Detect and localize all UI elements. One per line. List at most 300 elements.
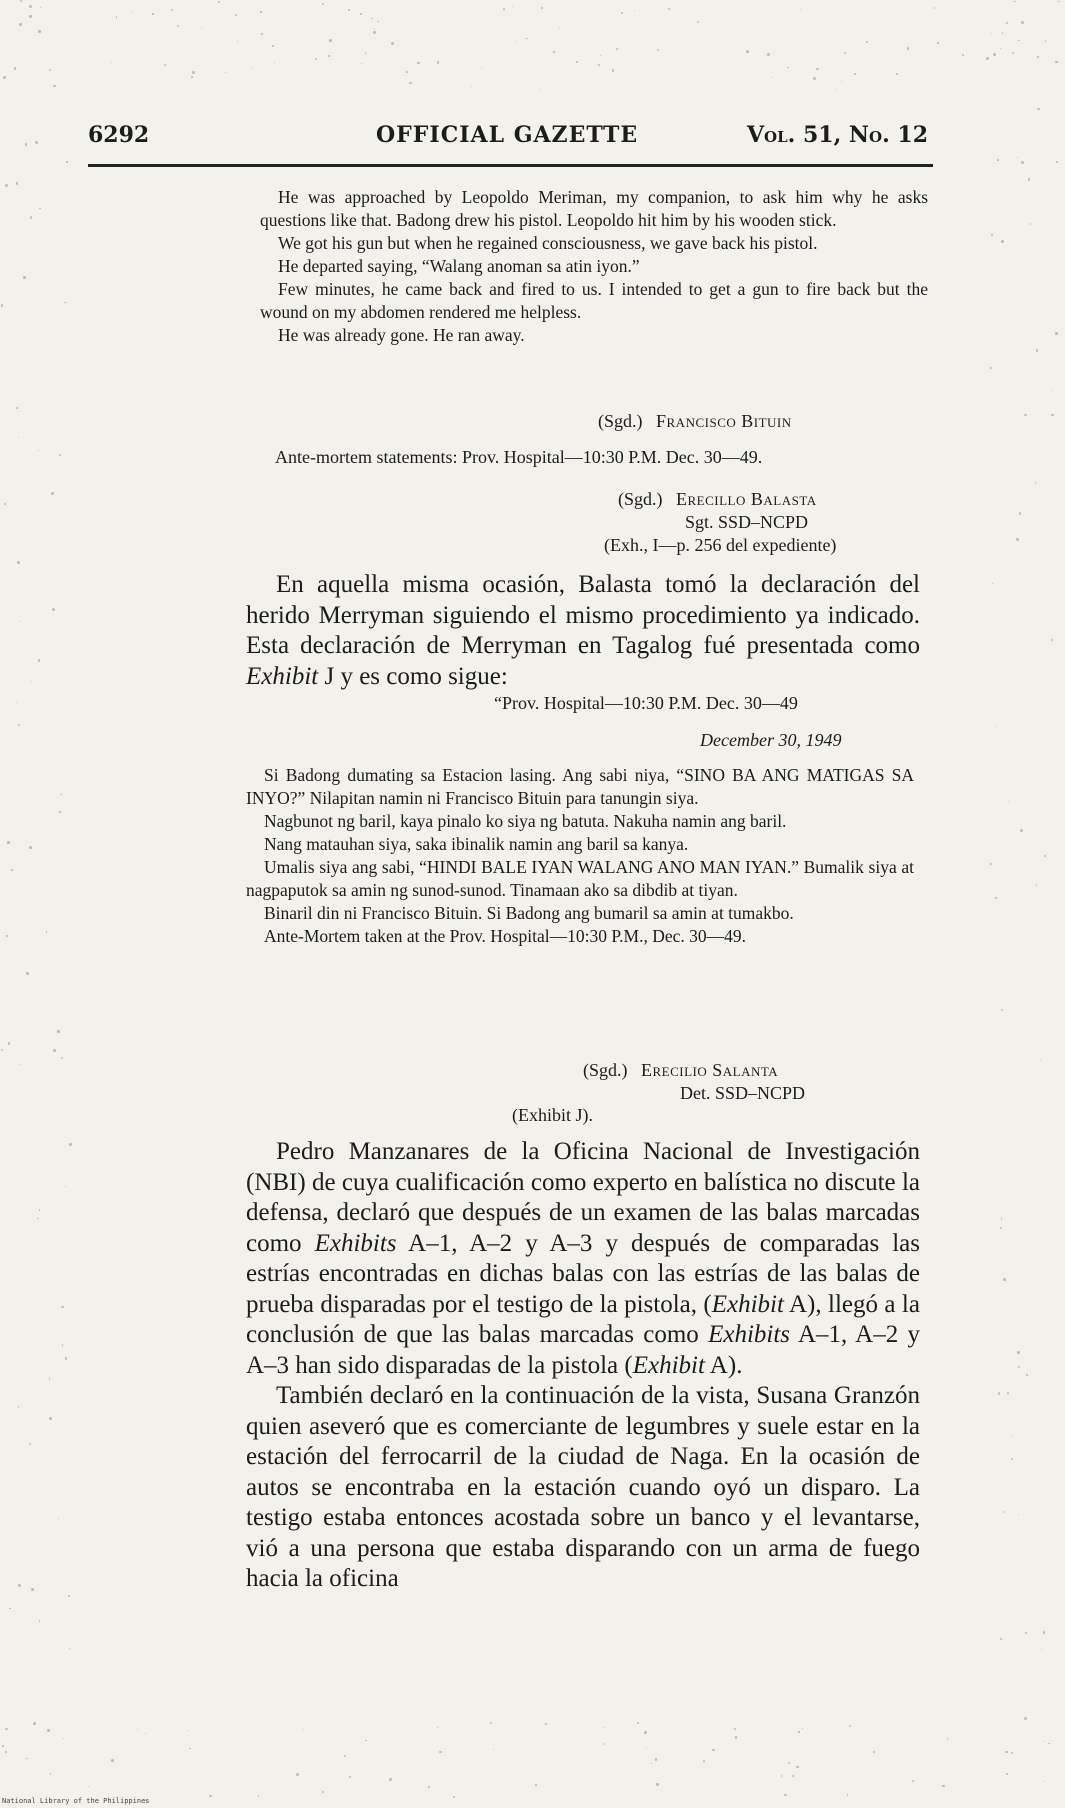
scan-speck xyxy=(1043,1741,1044,1742)
scan-speck xyxy=(5,1751,7,1753)
scan-speck xyxy=(33,1722,36,1725)
scan-speck xyxy=(600,55,601,56)
scan-speck xyxy=(986,57,989,60)
place-time-line xyxy=(494,692,798,715)
scan-speck xyxy=(1003,1278,1006,1281)
scan-speck xyxy=(637,1722,639,1724)
scan-speck xyxy=(841,81,843,83)
scan-speck xyxy=(1021,161,1024,164)
scan-speck xyxy=(61,1057,63,1059)
scan-speck xyxy=(1026,1374,1028,1376)
sig-title-text: Det. SSD–NCPD xyxy=(680,1083,806,1103)
scan-speck xyxy=(866,41,868,43)
scan-speck xyxy=(131,11,132,12)
scan-speck xyxy=(137,1729,138,1730)
scan-speck xyxy=(844,52,846,54)
scan-speck xyxy=(18,724,20,726)
sig-label: (Sgd.) xyxy=(598,411,643,431)
sig-name: Francisco Bituin xyxy=(656,411,792,431)
scan-speck xyxy=(1016,538,1019,541)
scan-speck xyxy=(787,67,788,68)
scan-speck xyxy=(1056,161,1058,163)
scan-speck xyxy=(992,583,994,585)
scan-speck xyxy=(371,18,373,20)
scan-speck xyxy=(516,41,517,42)
scan-speck xyxy=(540,89,541,90)
scan-speck xyxy=(437,61,439,63)
scan-speck xyxy=(1055,61,1058,64)
scan-speck xyxy=(816,68,818,70)
scan-speck xyxy=(26,1758,28,1760)
page-header xyxy=(88,122,928,156)
scan-speck xyxy=(1002,32,1004,34)
text: J y es como sigue: xyxy=(318,662,508,690)
text: A–1, A–2 y A–3 y después de comparadas las estrías encontradas en dichas balas con las estrías de las balas de prueba disparadas por el testigo de la pistola, ( xyxy=(246,1229,920,1318)
scan-speck xyxy=(258,1795,259,1796)
scan-speck xyxy=(361,63,362,64)
exhibit-label-text: (Exhibit J). xyxy=(512,1105,593,1125)
scan-speck xyxy=(31,681,32,682)
scan-speck xyxy=(65,1186,66,1187)
scan-speck xyxy=(947,1738,948,1739)
officer-title-text: Sgt. SSD–NCPD xyxy=(685,512,809,532)
scan-speck xyxy=(9,1608,10,1609)
scan-speck xyxy=(991,33,992,34)
scan-speck xyxy=(1001,1218,1002,1219)
scan-speck xyxy=(937,42,938,43)
scan-speck xyxy=(17,561,20,564)
scan-speck xyxy=(39,1620,40,1621)
scan-speck xyxy=(18,1406,20,1408)
exhibit-label xyxy=(512,1104,593,1127)
scan-speck xyxy=(272,45,274,47)
scan-speck xyxy=(800,9,801,10)
scan-speck xyxy=(1001,1009,1003,1011)
scan-speck xyxy=(1028,178,1031,181)
scan-speck xyxy=(235,14,237,16)
scan-speck xyxy=(781,1775,782,1776)
scan-speck xyxy=(209,1795,212,1798)
scan-speck xyxy=(934,7,935,8)
exhibit-reference xyxy=(604,534,836,557)
scan-speck xyxy=(64,302,65,303)
scan-speck xyxy=(481,68,482,69)
scan-speck xyxy=(1007,1392,1009,1394)
scan-speck xyxy=(177,25,179,27)
scan-speck xyxy=(3,76,6,79)
scan-speck xyxy=(59,454,61,456)
scan-speck xyxy=(349,1776,351,1778)
scan-speck xyxy=(1011,1435,1013,1437)
scan-speck xyxy=(406,71,408,73)
scan-speck xyxy=(657,49,659,51)
scan-speck xyxy=(88,1786,89,1787)
scan-speck xyxy=(990,367,992,369)
scan-speck xyxy=(668,8,670,10)
footer-note: National Library of the Philippines xyxy=(2,1797,150,1805)
scan-speck xyxy=(16,407,18,409)
scan-speck xyxy=(1008,801,1009,802)
scan-speck xyxy=(873,1751,876,1754)
scan-speck xyxy=(7,841,10,844)
scan-speck xyxy=(29,1443,32,1446)
scan-speck xyxy=(29,5,31,7)
scan-speck xyxy=(30,216,33,219)
scan-speck xyxy=(37,1218,38,1219)
scan-speck xyxy=(849,1725,851,1727)
spanish-paragraph-two xyxy=(246,1137,920,1595)
scan-speck xyxy=(1055,332,1058,335)
scan-speck xyxy=(69,1648,70,1649)
scan-speck xyxy=(31,1588,33,1590)
scan-speck xyxy=(19,23,22,26)
scan-speck xyxy=(1011,1458,1014,1461)
scan-speck xyxy=(471,86,472,87)
scan-speck xyxy=(65,1357,68,1360)
scan-speck xyxy=(192,71,195,74)
text: A), llegó a la conclusión de que las balas marcadas como xyxy=(246,1290,920,1348)
scan-speck xyxy=(772,77,773,78)
text: A–1, A–2 y A–3 han sido disparadas de la pistola ( xyxy=(246,1321,920,1379)
scan-speck xyxy=(47,1729,50,1732)
signature-balasta xyxy=(618,488,817,511)
officer-name: Erecillo Balasta xyxy=(676,489,817,509)
scan-speck xyxy=(329,39,332,42)
scan-speck xyxy=(38,30,41,33)
sig-title xyxy=(680,1082,805,1105)
scan-speck xyxy=(60,794,61,795)
scan-speck xyxy=(348,9,350,11)
scan-speck xyxy=(171,9,173,11)
scan-speck xyxy=(201,28,202,29)
scan-speck xyxy=(439,1751,442,1754)
scan-speck xyxy=(621,12,623,14)
text-italic: Exhibit xyxy=(246,662,319,690)
scan-speck xyxy=(802,1728,804,1730)
scan-speck xyxy=(616,48,618,50)
scan-speck xyxy=(1001,240,1004,243)
scan-speck xyxy=(391,42,394,45)
scan-speck xyxy=(1036,884,1037,885)
publication-title: OFFICIAL GAZETTE xyxy=(376,122,639,148)
scan-speck xyxy=(553,51,554,52)
scan-speck xyxy=(1000,1638,1002,1640)
scan-speck xyxy=(1045,40,1046,41)
statement-paragraph: He was already gone. He ran away. xyxy=(278,325,525,345)
scan-speck xyxy=(995,897,996,898)
scan-speck xyxy=(1003,1511,1005,1513)
scan-speck xyxy=(746,50,749,53)
scan-speck xyxy=(1043,1631,1045,1633)
scan-speck xyxy=(8,1042,10,1044)
scan-speck xyxy=(49,69,51,71)
scan-speck xyxy=(145,1733,146,1734)
scan-speck xyxy=(6,935,7,936)
scan-speck xyxy=(365,1740,366,1741)
scan-speck xyxy=(389,1778,392,1781)
signature-salanta xyxy=(583,1059,778,1082)
scan-speck xyxy=(997,159,999,161)
scan-speck xyxy=(52,608,55,611)
scan-speck xyxy=(1036,349,1039,352)
statement-paragraph: Nang matauhan siya, saka ibinalik namin ang baril sa kanya. xyxy=(264,834,689,854)
spanish-paragraph xyxy=(246,1137,920,1381)
scan-speck xyxy=(1017,157,1018,158)
scan-speck xyxy=(612,69,614,71)
scan-speck xyxy=(38,659,41,662)
scan-speck xyxy=(152,13,154,15)
scan-speck xyxy=(1025,1632,1027,1634)
scan-speck xyxy=(1040,1060,1041,1061)
scan-speck xyxy=(503,8,505,10)
scan-speck xyxy=(1011,1752,1013,1754)
sig-label: (Sgd.) xyxy=(618,489,663,509)
scan-speck xyxy=(1,304,4,307)
scan-speck xyxy=(767,53,770,56)
scan-speck xyxy=(260,11,262,13)
scan-speck xyxy=(29,846,32,849)
scan-speck xyxy=(61,1306,63,1308)
text-italic: Exhibit xyxy=(632,1351,705,1379)
statement-paragraph: We got his gun but when he regained consciousness, we gave back his pistol. xyxy=(278,233,818,253)
header-rule xyxy=(88,164,933,167)
scan-speck xyxy=(1019,512,1022,515)
scan-speck xyxy=(697,21,699,23)
scan-speck xyxy=(49,1417,52,1420)
scan-speck xyxy=(1044,1781,1045,1782)
scan-speck xyxy=(428,1786,430,1788)
scan-speck xyxy=(16,702,17,703)
statement-date-text: December 30, 1949 xyxy=(700,730,842,750)
sig-label: (Sgd.) xyxy=(583,1060,628,1080)
antemortem-text: Ante-mortem statements: Prov. Hospital—10:30 P.M. Dec. 30—49. xyxy=(275,447,763,467)
statement-paragraph: Binaril din ni Francisco Bituin. Si Badong ang bumaril sa amin at tumakbo. xyxy=(264,903,794,923)
scan-speck xyxy=(1024,414,1026,416)
scan-speck xyxy=(18,1584,20,1586)
scan-speck xyxy=(16,182,19,185)
scan-speck xyxy=(646,1747,648,1749)
scan-speck xyxy=(237,41,238,42)
scan-speck xyxy=(20,621,21,622)
statement-date xyxy=(700,729,841,752)
scan-speck xyxy=(218,1,220,3)
scan-speck xyxy=(26,972,29,975)
scan-speck xyxy=(1018,1366,1020,1368)
scan-speck xyxy=(604,1743,605,1744)
scan-speck xyxy=(303,1729,304,1730)
scan-speck xyxy=(344,1755,346,1757)
volume-number: Vol. 51, No. 12 xyxy=(746,122,928,148)
scan-speck xyxy=(274,62,275,63)
scan-speck xyxy=(656,1783,658,1785)
scan-speck xyxy=(545,1723,547,1725)
scan-speck xyxy=(57,1030,60,1033)
scan-speck xyxy=(1014,1,1016,3)
scan-speck xyxy=(734,1728,736,1730)
scan-speck xyxy=(1,1049,4,1052)
scan-speck xyxy=(111,1759,114,1762)
scan-speck xyxy=(53,1049,56,1052)
scan-speck xyxy=(792,1775,794,1777)
scan-speck xyxy=(1024,1717,1027,1720)
statement-paragraph: Si Badong dumating sa Estacion lasing. Ang sabi niya, “SINO BA ANG MATIGAS SA INYO?” Nilapitan namin ni Francisco Bituin para tanungin siya. xyxy=(246,765,914,808)
scan-speck xyxy=(576,61,578,63)
scan-speck xyxy=(962,54,964,56)
statement-paragraph: Few minutes, he came back and fired to us. I intended to get a gun to fire back but the wound on my abdomen rendered me helpless. xyxy=(260,279,928,322)
exhibit-reference-text: (Exh., I—p. 256 del expediente) xyxy=(604,535,837,555)
statement-one xyxy=(260,186,928,347)
scan-speck xyxy=(63,1738,64,1739)
scan-speck xyxy=(1000,1227,1002,1229)
scan-speck xyxy=(25,143,28,146)
scan-speck xyxy=(854,73,856,75)
scan-speck xyxy=(116,16,117,17)
scan-speck xyxy=(20,0,22,2)
scan-speck xyxy=(998,1392,1001,1395)
scan-speck xyxy=(51,492,54,495)
scan-speck xyxy=(373,31,376,34)
scan-speck xyxy=(39,208,40,209)
scan-speck xyxy=(38,450,39,451)
scan-speck xyxy=(1020,829,1023,832)
scan-speck xyxy=(328,55,329,56)
scan-speck xyxy=(896,73,899,76)
scan-speck xyxy=(907,47,909,49)
scan-speck xyxy=(835,89,836,90)
scan-speck xyxy=(189,1748,191,1750)
scan-speck xyxy=(813,77,816,80)
scan-speck xyxy=(1051,414,1054,417)
scan-speck xyxy=(11,869,13,871)
scan-speck xyxy=(1051,639,1053,641)
scan-speck xyxy=(5,1728,7,1730)
scan-speck xyxy=(322,3,324,5)
scan-speck xyxy=(1006,22,1008,24)
scan-speck xyxy=(796,1766,799,1769)
scan-speck xyxy=(847,1794,848,1795)
text-italic: Exhibits xyxy=(708,1321,791,1348)
scan-speck xyxy=(49,1378,50,1379)
statement-paragraph: He was approached by Leopoldo Meriman, my companion, to ask him why he asks questions like that. Badong drew his pistol. Leopoldo hit him by his wooden stick. xyxy=(260,187,928,230)
scan-speck xyxy=(1048,1743,1049,1744)
scan-speck xyxy=(1051,390,1052,391)
spanish-paragraph xyxy=(246,570,920,692)
scan-speck xyxy=(261,33,263,35)
officer-title xyxy=(685,511,808,534)
scan-speck xyxy=(453,1796,455,1798)
scan-speck xyxy=(1021,21,1024,24)
scan-speck xyxy=(1041,1649,1043,1651)
scan-speck xyxy=(23,276,26,279)
scan-speck xyxy=(251,67,252,68)
scan-speck xyxy=(559,28,560,29)
scan-speck xyxy=(735,1736,737,1738)
scan-speck xyxy=(1035,482,1037,484)
scan-speck xyxy=(703,1760,705,1762)
spanish-paragraph: También declaró en la continuación de la vista, Susana Granzón quien aseveró que es comerciante de legumbres y suele estar en la estación del ferrocarril de la ciudad de Naga. En la ocasión de autos se encontraba en la estación cuando oyó un disparo. La testigo estaba entonces acostada sobre un banco y el levantarse, vió a una persona que estaba disparando con un arma de fuego hacia la oficina xyxy=(246,1382,920,1592)
scan-speck xyxy=(1005,1751,1008,1754)
scan-speck xyxy=(365,52,367,54)
scan-speck xyxy=(69,1143,72,1146)
scan-speck xyxy=(798,1731,799,1732)
scan-speck xyxy=(46,931,47,932)
scan-speck xyxy=(1000,48,1001,49)
scan-speck xyxy=(322,1791,324,1793)
scan-speck xyxy=(164,64,166,66)
signature-bituin xyxy=(598,410,792,433)
scan-speck xyxy=(490,1722,493,1725)
statement-paragraph: He departed saying, “Walang anoman sa atin iyon.” xyxy=(278,256,640,276)
scan-speck xyxy=(526,38,527,39)
scan-speck xyxy=(296,1773,299,1776)
scan-speck xyxy=(62,1344,64,1346)
scan-speck xyxy=(1012,52,1014,54)
scan-speck xyxy=(541,7,543,9)
scan-speck xyxy=(40,7,41,8)
text: En aquella misma ocasión, Balasta tomó la declaración del herido Merryman siguiendo el mismo procedimiento ya indicado. Esta declaración de Merryman en Tagalog fué presentada como xyxy=(246,571,920,659)
scan-speck xyxy=(535,1784,537,1786)
scan-speck xyxy=(651,1763,652,1764)
sig-name: Erecilio Salanta xyxy=(641,1060,779,1080)
scan-speck xyxy=(993,53,996,56)
scan-speck xyxy=(788,1762,790,1764)
scan-speck xyxy=(417,62,419,64)
scan-speck xyxy=(655,1758,657,1760)
text-italic: Exhibit xyxy=(711,1290,784,1318)
scan-speck xyxy=(991,234,993,236)
scan-speck xyxy=(35,141,38,144)
scan-speck xyxy=(1006,1773,1008,1775)
antemortem-line xyxy=(275,446,762,469)
scan-speck xyxy=(374,29,375,30)
scan-speck xyxy=(493,1749,494,1750)
scan-speck xyxy=(225,72,226,73)
scan-speck xyxy=(712,1749,714,1751)
scan-speck xyxy=(598,64,600,66)
place-time-text: “Prov. Hospital—10:30 P.M. Dec. 30—49 xyxy=(494,693,798,713)
scan-speck xyxy=(1017,1351,1020,1354)
statement-paragraph: Umalis siya ang sabi, “HINDI BALE IYAN WALANG ANO MAN IYAN.” Bumalik siya at nagpaputok sa amin ng sunod-sunod. Tinamaan ako sa dibdib at tiyan. xyxy=(246,857,914,900)
statement-paragraph: Ante-Mortem taken at the Prov. Hospital—10:30 P.M., Dec. 30—49. xyxy=(264,926,746,946)
scan-speck xyxy=(644,1731,647,1734)
scan-speck xyxy=(58,1518,59,1519)
scan-speck xyxy=(14,67,17,70)
scan-speck xyxy=(1058,1,1059,2)
scan-speck xyxy=(5,184,8,187)
scan-speck xyxy=(19,1064,20,1065)
scan-speck xyxy=(18,437,19,438)
text: A). xyxy=(704,1351,743,1379)
scan-speck xyxy=(50,1773,51,1774)
scan-speck xyxy=(188,1730,189,1731)
scan-speck xyxy=(2,1745,4,1747)
scan-speck xyxy=(512,6,513,7)
scan-speck xyxy=(59,811,61,813)
scan-speck xyxy=(634,10,635,11)
scan-speck xyxy=(1018,40,1019,41)
scan-speck xyxy=(1037,56,1038,57)
text: Pedro Manzanares de la Oficina Nacional de Investigación (NBI) de cuya cualificación como experto en balística no discute la defensa, declaró que después de un examen de las balas marcadas como xyxy=(246,1138,920,1257)
scan-speck xyxy=(53,85,56,88)
scan-speck xyxy=(437,1727,438,1728)
scan-speck xyxy=(996,726,997,727)
scan-speck xyxy=(942,1785,945,1788)
scan-speck xyxy=(1018,1514,1019,1515)
text-italic: Exhibits xyxy=(314,1229,397,1257)
scan-speck xyxy=(66,161,68,163)
scan-speck xyxy=(912,1780,914,1782)
scan-speck xyxy=(1037,108,1040,111)
